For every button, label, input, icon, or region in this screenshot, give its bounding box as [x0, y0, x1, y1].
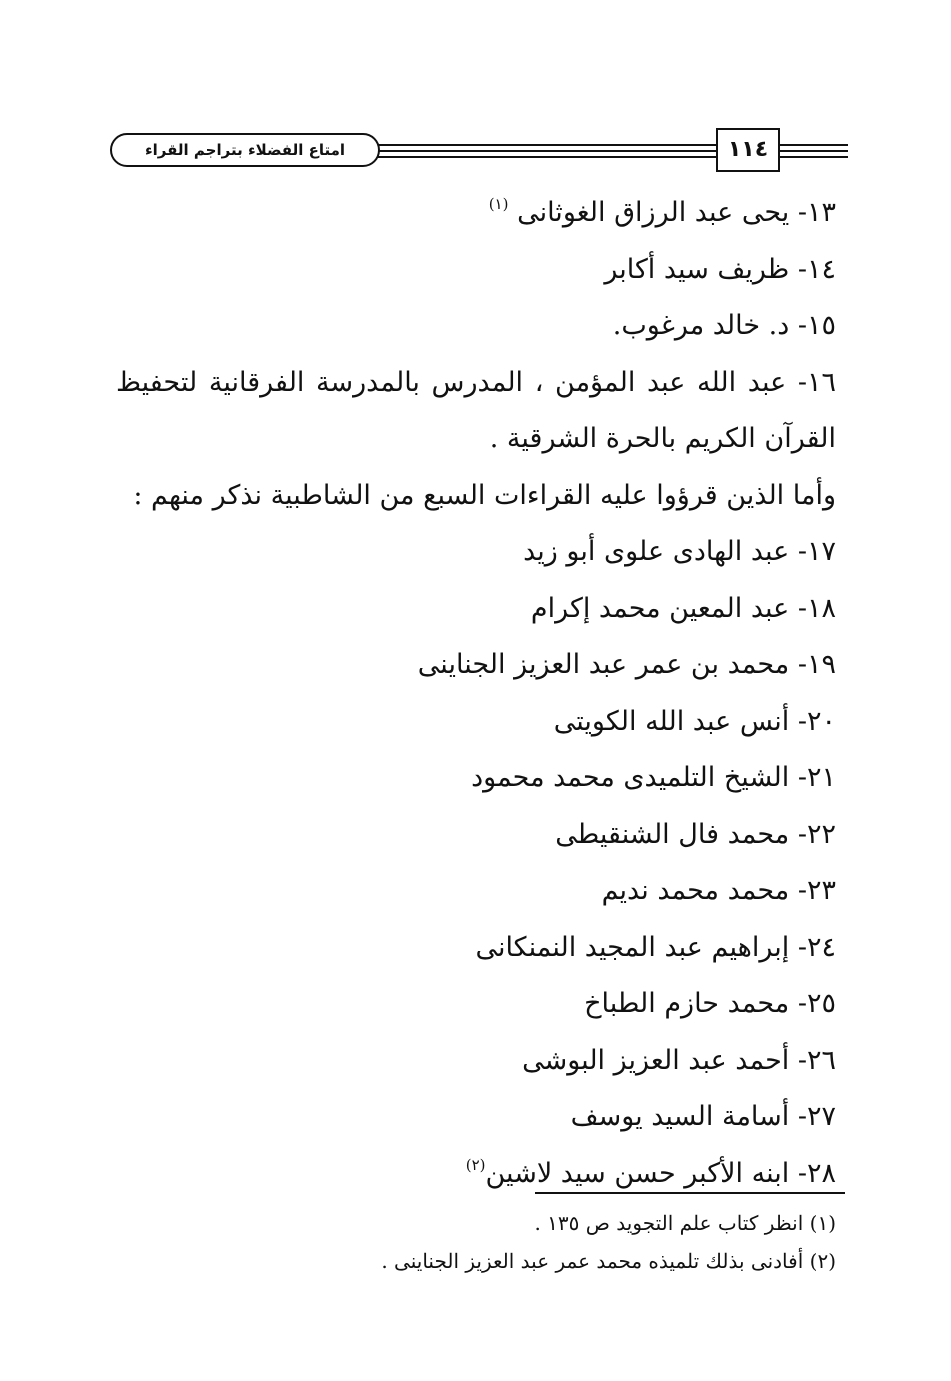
item-text: محمد بن عمر عبد العزيز الجناينى — [417, 649, 790, 680]
list-item — [116, 581, 836, 638]
item-number: ١٣- — [797, 197, 836, 228]
item-number: ١٩- — [797, 649, 836, 680]
item-number: ١٥- — [797, 310, 836, 341]
item-text: عبد الله عبد المؤمن ، المدرس بالمدرسة الفرقانية لتحفيظ القرآن الكريم بالحرة الشرقية . — [116, 366, 836, 454]
list-item — [116, 976, 836, 1033]
item-text: أنس عبد الله الكويتى — [553, 705, 790, 737]
item-number: ١٨- — [797, 592, 836, 624]
item-text: أحمد عبد العزيز البوشى — [522, 1044, 790, 1076]
item-number: ٢٤- — [797, 931, 836, 963]
page-header — [110, 128, 848, 176]
item-number: ١٦- — [797, 366, 836, 398]
footnote: (١) انظر كتاب علم التجويد ص ١٣٥ . — [534, 1211, 836, 1235]
list-item — [116, 185, 836, 242]
footnote-ref: (٢) — [465, 1155, 486, 1174]
item-text: محمد حازم الطباخ — [584, 988, 790, 1019]
item-number: ٢٧- — [797, 1101, 836, 1132]
item-text: ظريف سيد أكابر — [604, 253, 790, 285]
item-text: محمد فال الشنقيطى — [555, 818, 790, 850]
header-rule — [378, 156, 722, 158]
body-text — [116, 185, 836, 1202]
item-number: ٢١- — [797, 762, 836, 793]
list-item — [116, 863, 836, 920]
item-number: ٢٨- — [797, 1157, 836, 1189]
item-text: د. خالد مرغوب. — [612, 310, 790, 341]
item-text: الشيخ التلميدى محمد محمود — [471, 762, 790, 793]
list-item — [116, 920, 836, 977]
list-item — [116, 807, 836, 864]
item-number: ٢٣- — [797, 875, 836, 906]
header-rule — [774, 156, 848, 158]
item-number: ٢٠- — [797, 705, 836, 737]
item-text: إبراهيم عبد المجيد النمنكانى — [475, 931, 790, 963]
item-text: عبد المعين محمد إكرام — [530, 592, 790, 624]
list-item — [116, 298, 836, 355]
header-rule — [378, 144, 722, 146]
item-text: عبد الهادى علوى أبو زيد — [523, 536, 790, 567]
list-item — [116, 524, 836, 581]
item-number: ١٧- — [797, 536, 836, 567]
item-text: ابنه الأكبر حسن سيد لاشين — [485, 1157, 790, 1189]
list-item — [116, 242, 836, 299]
intro-paragraph: وأما الذين قرؤوا عليه القراءات السبع من الشاطبية نذكر منهم : — [133, 479, 836, 511]
list-item — [116, 1089, 836, 1146]
running-title: امتاع الفضلاء بتراجم القراء — [110, 133, 380, 167]
item-text: محمد محمد نديم — [601, 875, 790, 906]
list-item — [116, 637, 836, 694]
list-item — [116, 750, 836, 807]
list-item — [116, 1033, 836, 1090]
header-rule — [774, 150, 848, 152]
item-number: ٢٥- — [797, 988, 836, 1019]
list-item — [116, 694, 836, 751]
item-number: ٢٢- — [797, 818, 836, 850]
header-rule — [774, 144, 848, 146]
item-number: ١٤- — [797, 253, 836, 285]
item-number: ٢٦- — [797, 1044, 836, 1076]
header-rule — [378, 150, 722, 152]
list-item — [116, 355, 836, 468]
footnote-ref: (١) — [488, 195, 509, 213]
page-number: ١١٤ — [716, 128, 780, 172]
item-text: أسامة السيد يوسف — [570, 1101, 790, 1132]
item-text: يحى عبد الرزاق الغوثانى — [517, 197, 790, 228]
footnote: (٢) أفادنى بذلك تلميذه محمد عمر عبد العزيز الجناينى . — [381, 1249, 836, 1273]
footnote-separator — [535, 1192, 845, 1194]
footnotes — [116, 1204, 836, 1280]
